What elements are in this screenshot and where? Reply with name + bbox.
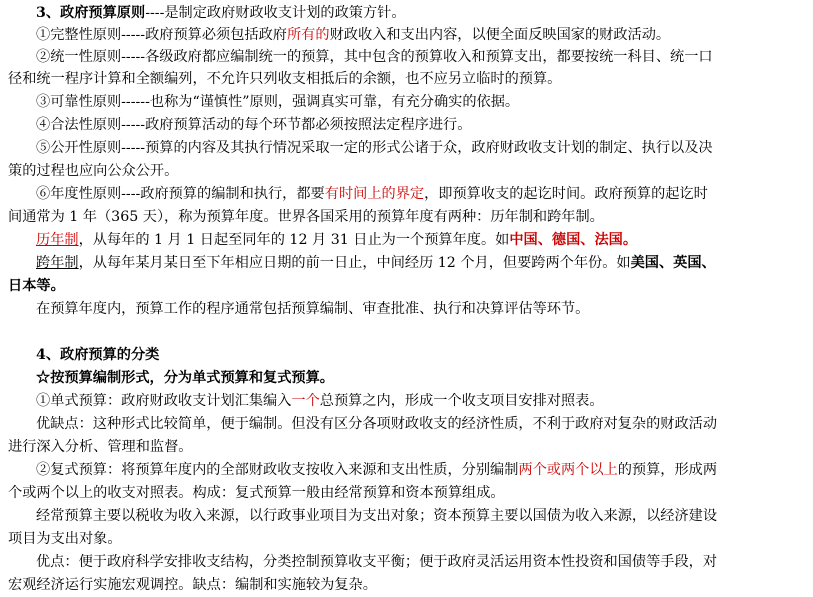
cross-year-system-line2: 日本等。	[8, 278, 65, 294]
highlight-all: 所有的	[286, 27, 330, 43]
principle-legality: ④合法性原则-----政府预算活动的每个环节都必须按照法定程序进行。	[36, 117, 472, 133]
single-eval-line1: 优缺点：这种形式比较简单，便于编制。但没有区分各项财政收支的经济性质，不利于政府对复杂的财政活动	[36, 416, 718, 432]
single-budget: ①单式预算：政府财政收支计划汇集编入一个总预算之内，形成一个收支项目安排对照表。	[36, 393, 604, 409]
calendar-year-examples: 中国、德国、法国。	[509, 232, 638, 248]
calendar-year-term: 历年制	[36, 232, 79, 248]
principle-unity-line1: ②统一性原则-----各级政府都应编制统一的预算，其中包含的预算收入和预算支出，都要按统一科目、统一口	[36, 49, 713, 65]
cross-year-system-line1: 跨年制，从每年某月某日至下年相应日期的前一日止，中间经历 12 个月，但要跨两个年份。如美国、英国、	[36, 255, 716, 271]
highlight-one: 一个	[291, 393, 320, 409]
multiple-eval-line2: 宏观经济运行实施宏观调控。缺点：编制和实施较为复杂。	[8, 577, 377, 593]
principle-reliability: ③可靠性原则------也称为“谨慎性”原则，强调真实可靠，有充分确实的依据。	[36, 94, 520, 110]
multiple-budget-line2: 个或两个以上的收支对照表。构成：复式预算一般由经常预算和资本预算组成。	[8, 485, 505, 501]
principle-completeness: ①完整性原则-----政府预算必须包括政府所有的财政收入和支出内容，以便全面反映国家的财政活动。	[36, 27, 671, 43]
multiple-eval-line1: 优点：便于政府科学安排收支结构，分类控制预算收支平衡；便于政府灵活运用资本性投资和国债等手段，对	[36, 554, 718, 570]
section-4-heading: 4、政府预算的分类	[36, 347, 160, 363]
principle-annuality-line1: ⑥年度性原则----政府预算的编制和执行，都要有时间上的界定，即预算收支的起讫时间。政府预算的起讫时	[36, 186, 708, 202]
principle-openness-line1: ⑤公开性原则-----预算的内容及其执行情况采取一定的形式公诸于众，政府财政收支计划的制定、执行以及决	[36, 140, 713, 156]
cross-year-term: 跨年制	[36, 255, 79, 271]
multiple-budget-line1: ②复式预算：将预算年度内的全部财政收支按收入来源和支出性质，分别编制两个或两个以上的预算，形成两	[36, 462, 718, 478]
section-3-heading-line	[36, 2, 807, 24]
single-eval-line2: 进行深入分析、管理和监督。	[8, 439, 193, 455]
calendar-year-system: 历年制，从每年的 1 月 1 日起至同年的 12 月 31 日止为一个预算年度。如中国、德国、法国。	[36, 232, 638, 248]
recurrent-capital-line2: 项目为支出对象。	[8, 531, 122, 547]
section-3-heading-tail: ----是制定政府财政收支计划的政策方针。	[145, 5, 406, 21]
principle-openness-line2: 策的过程也应向公众公开。	[8, 163, 179, 179]
recurrent-capital-line1: 经常预算主要以税收为收入来源，以行政事业项目为支出对象；资本预算主要以国债为收入来源，以经济建设	[36, 508, 718, 524]
cross-year-examples: 美国、英国、	[630, 255, 716, 271]
section-4-subheading: ☆按预算编制形式，分为单式预算和复式预算。	[36, 370, 334, 386]
principle-unity-line2: 径和统一程序计算和全额编列，不允许只列收支相抵后的余额，也不应另立临时的预算。	[8, 71, 562, 87]
section-3-heading: 3、政府预算原则	[36, 5, 146, 21]
highlight-two-or-more: 两个或两个以上	[518, 462, 618, 478]
highlight-time-bound: 有时间上的界定	[324, 186, 425, 202]
principle-annuality-line2: 间通常为 1 年（365 天），称为预算年度。世界各国采用的预算年度有两种：历年制和跨年制。	[8, 209, 604, 225]
budget-cycle: 在预算年度内，预算工作的程序通常包括预算编制、审查批准、执行和决算评估等环节。	[36, 301, 590, 317]
